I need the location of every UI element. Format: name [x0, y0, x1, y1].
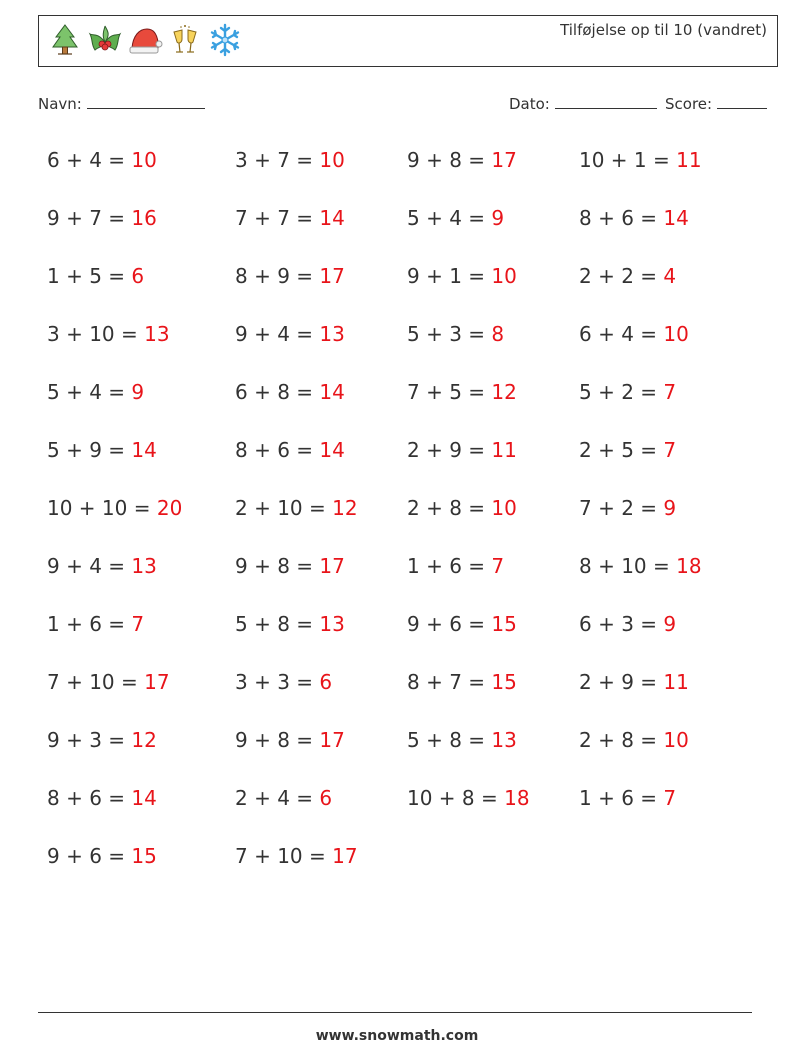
problem-answer: 7: [491, 554, 505, 578]
score-label: Score:: [665, 95, 713, 113]
problem: [579, 380, 676, 404]
problem: [407, 322, 504, 346]
problem: [235, 322, 345, 346]
footer-divider: [38, 1012, 752, 1013]
problem-answer: 17: [332, 844, 358, 868]
problem: [235, 496, 358, 520]
problem-expression: 3 + 7 =: [235, 148, 320, 172]
date-label: Dato:: [509, 95, 550, 113]
problem-expression: 9 + 6 =: [407, 612, 492, 636]
christmas-tree-icon: [47, 22, 83, 58]
problem-answer: 6: [131, 264, 145, 288]
problem: [47, 380, 144, 404]
problem-answer: 14: [319, 206, 345, 230]
problem-expression: 10 + 8 =: [407, 786, 505, 810]
problem-answer: 14: [663, 206, 689, 230]
problem-answer: 7: [663, 380, 677, 404]
problem-expression: 1 + 5 =: [47, 264, 132, 288]
problem: [47, 670, 170, 694]
problem-answer: 18: [504, 786, 530, 810]
problem: [47, 206, 157, 230]
santa-hat-icon: [127, 22, 163, 58]
problem: [47, 438, 157, 462]
problem-expression: 6 + 8 =: [235, 380, 320, 404]
problem: [47, 844, 157, 868]
problem-answer: 14: [319, 438, 345, 462]
problem-expression: 10 + 1 =: [579, 148, 677, 172]
problem-expression: 3 + 3 =: [235, 670, 320, 694]
problem: [235, 264, 345, 288]
problem-expression: 7 + 10 =: [235, 844, 333, 868]
problem-answer: 13: [491, 728, 517, 752]
problem-answer: 17: [319, 554, 345, 578]
problem-expression: 2 + 8 =: [407, 496, 492, 520]
problem-answer: 13: [144, 322, 170, 346]
problem: [47, 554, 157, 578]
problem-expression: 5 + 8 =: [407, 728, 492, 752]
problem-answer: 15: [491, 670, 517, 694]
problem-expression: 7 + 5 =: [407, 380, 492, 404]
problem-answer: 17: [491, 148, 517, 172]
problem-answer: 8: [491, 322, 505, 346]
problem: [47, 496, 182, 520]
problem: [235, 148, 345, 172]
problem-answer: 14: [319, 380, 345, 404]
problem-answer: 7: [663, 438, 677, 462]
problem: [47, 322, 170, 346]
problem-expression: 8 + 6 =: [579, 206, 664, 230]
problem-expression: 5 + 8 =: [235, 612, 320, 636]
problem: [235, 670, 332, 694]
problem-answer: 17: [319, 728, 345, 752]
header-box: [38, 15, 778, 67]
problem-expression: 9 + 8 =: [407, 148, 492, 172]
problem-answer: 17: [144, 670, 170, 694]
problem-expression: 1 + 6 =: [47, 612, 132, 636]
problem: [579, 264, 676, 288]
problem: [235, 612, 345, 636]
problem-answer: 13: [319, 612, 345, 636]
problem: [579, 786, 676, 810]
problem-answer: 15: [131, 844, 157, 868]
problem: [407, 786, 530, 810]
problem-answer: 9: [491, 206, 505, 230]
problem: [47, 786, 157, 810]
problem-expression: 1 + 6 =: [407, 554, 492, 578]
problem-answer: 15: [491, 612, 517, 636]
problem-answer: 12: [491, 380, 517, 404]
problem-expression: 2 + 2 =: [579, 264, 664, 288]
problem-expression: 2 + 10 =: [235, 496, 333, 520]
problem-expression: 5 + 4 =: [47, 380, 132, 404]
problem-expression: 6 + 3 =: [579, 612, 664, 636]
problem-answer: 14: [131, 438, 157, 462]
problem: [407, 206, 504, 230]
problem-expression: 8 + 9 =: [235, 264, 320, 288]
problem-expression: 7 + 7 =: [235, 206, 320, 230]
problem-expression: 10 + 10 =: [47, 496, 157, 520]
problem: [47, 612, 144, 636]
problem-expression: 9 + 3 =: [47, 728, 132, 752]
problem-expression: 7 + 2 =: [579, 496, 664, 520]
name-field[interactable]: [38, 94, 205, 113]
problem-expression: 2 + 5 =: [579, 438, 664, 462]
problem-answer: 10: [663, 728, 689, 752]
holly-icon: [87, 22, 123, 58]
problem-answer: 11: [676, 148, 702, 172]
problem-answer: 12: [332, 496, 358, 520]
problem: [407, 554, 504, 578]
problem: [407, 264, 517, 288]
header-icons: [47, 22, 243, 58]
problem-answer: 13: [131, 554, 157, 578]
problem: [579, 612, 676, 636]
problem-answer: 17: [319, 264, 345, 288]
problem: [579, 728, 689, 752]
problem-answer: 6: [319, 786, 333, 810]
problem: [407, 728, 517, 752]
problem-expression: 2 + 9 =: [407, 438, 492, 462]
problem: [235, 206, 345, 230]
problem: [407, 496, 517, 520]
problem-answer: 13: [319, 322, 345, 346]
problem: [579, 496, 676, 520]
problem-expression: 5 + 3 =: [407, 322, 492, 346]
problem-answer: 9: [663, 496, 677, 520]
problem-answer: 16: [131, 206, 157, 230]
problem-expression: 5 + 9 =: [47, 438, 132, 462]
problem-answer: 18: [676, 554, 702, 578]
champagne-glasses-icon: [167, 22, 203, 58]
problem: [579, 322, 689, 346]
problem-expression: 8 + 6 =: [235, 438, 320, 462]
problem-expression: 3 + 10 =: [47, 322, 145, 346]
problem: [235, 380, 345, 404]
problem-expression: 8 + 7 =: [407, 670, 492, 694]
problem-answer: 6: [319, 670, 333, 694]
problem-expression: 7 + 10 =: [47, 670, 145, 694]
problem-expression: 9 + 7 =: [47, 206, 132, 230]
footer-website[interactable]: www.snowmath.com: [315, 1028, 479, 1044]
problem-answer: 9: [663, 612, 677, 636]
score-line[interactable]: [717, 94, 767, 109]
problem-answer: 9: [131, 380, 145, 404]
problem-answer: 7: [131, 612, 145, 636]
problem-expression: 8 + 10 =: [579, 554, 677, 578]
name-label: Navn:: [38, 95, 82, 113]
problem: [407, 670, 517, 694]
problem-expression: 1 + 6 =: [579, 786, 664, 810]
problem-expression: 8 + 6 =: [47, 786, 132, 810]
problem-expression: 9 + 8 =: [235, 554, 320, 578]
name-line[interactable]: [87, 94, 205, 109]
problem-answer: 14: [131, 786, 157, 810]
problem: [579, 206, 689, 230]
date-line[interactable]: [555, 94, 657, 109]
problem: [47, 148, 157, 172]
problem: [579, 148, 702, 172]
problem-expression: 6 + 4 =: [579, 322, 664, 346]
problem: [235, 728, 345, 752]
problem: [407, 438, 517, 462]
problem-expression: 5 + 2 =: [579, 380, 664, 404]
problem-expression: 2 + 9 =: [579, 670, 664, 694]
problem: [235, 844, 358, 868]
problem-answer: 12: [131, 728, 157, 752]
problem: [579, 554, 702, 578]
problem: [235, 554, 345, 578]
score-field[interactable]: [665, 94, 767, 113]
problem: [407, 380, 517, 404]
problem-expression: 2 + 8 =: [579, 728, 664, 752]
problem-expression: 5 + 4 =: [407, 206, 492, 230]
problem: [407, 612, 517, 636]
problem-expression: 2 + 4 =: [235, 786, 320, 810]
problem: [579, 670, 689, 694]
problem-answer: 10: [131, 148, 157, 172]
problem-expression: 9 + 4 =: [235, 322, 320, 346]
snowflake-icon: [207, 22, 243, 58]
problem: [579, 438, 676, 462]
problem-answer: 10: [491, 496, 517, 520]
problem-expression: 9 + 6 =: [47, 844, 132, 868]
problem: [407, 148, 517, 172]
date-field[interactable]: [509, 94, 657, 113]
problem-answer: 10: [491, 264, 517, 288]
problem-answer: 20: [156, 496, 183, 520]
problem-answer: 7: [663, 786, 677, 810]
problem-answer: 11: [491, 438, 517, 462]
problem-answer: 10: [663, 322, 689, 346]
problem: [47, 264, 144, 288]
problem-answer: 10: [319, 148, 345, 172]
problem-answer: 11: [663, 670, 689, 694]
problem: [235, 438, 345, 462]
problem-expression: 9 + 4 =: [47, 554, 132, 578]
problem-expression: 9 + 8 =: [235, 728, 320, 752]
worksheet-title: Tilføjelse op til 10 (vandret): [560, 21, 767, 39]
problem-expression: 9 + 1 =: [407, 264, 492, 288]
problem: [47, 728, 157, 752]
problem: [235, 786, 332, 810]
problem-expression: 6 + 4 =: [47, 148, 132, 172]
problem-answer: 4: [663, 264, 677, 288]
